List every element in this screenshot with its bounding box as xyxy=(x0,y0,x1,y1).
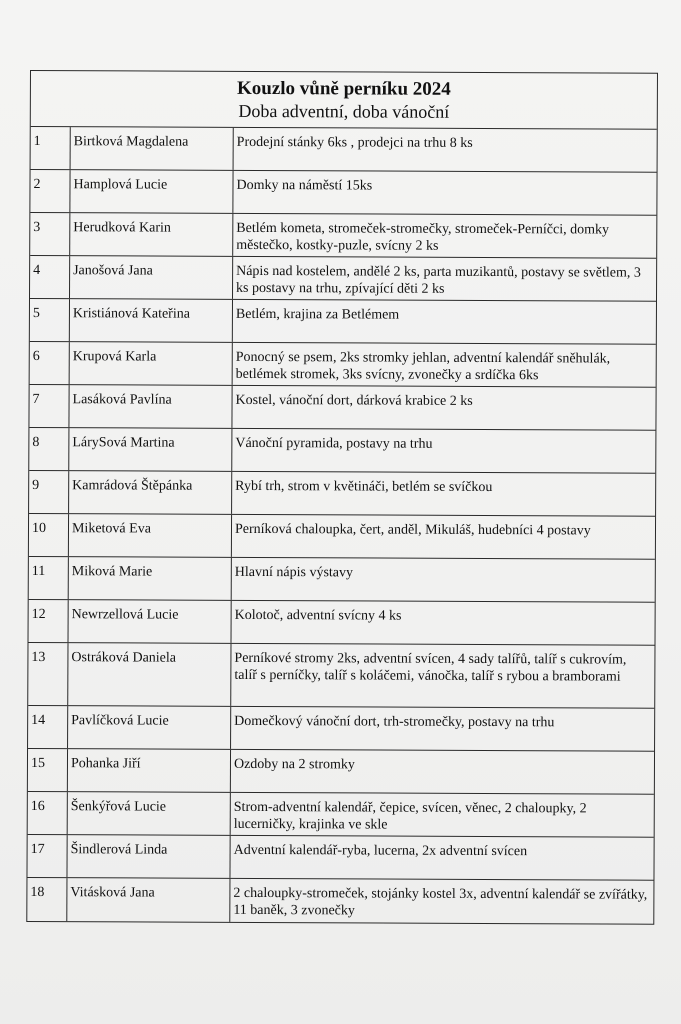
exhibit-items: Perníková chaloupka, čert, anděl, Mikuláš, hudebníci 4 postavy xyxy=(234,521,591,539)
row-number: 2 xyxy=(30,170,70,212)
exhibit-items: Hlavní nápis výstavy xyxy=(234,564,354,581)
row-number: 6 xyxy=(30,342,70,384)
table-row xyxy=(28,706,654,752)
table-row xyxy=(27,878,653,924)
exhibitor-name: Šenkýřová Lucie xyxy=(68,792,231,835)
exhibitor-name: Šindlerová Linda xyxy=(67,835,230,878)
table-row xyxy=(30,213,656,259)
table-row xyxy=(28,792,654,838)
exhibit-items: Strom-adventní kalendář, čepice, svícen, věnec, 2 chaloupky, 2 lucerničky, krajinka ve skle xyxy=(233,799,587,833)
table-row xyxy=(30,299,656,345)
exhibit-items: Betlém kometa, stromeček-stromečky, stromeček-Perníčci, domky městečko, kostky-puzle, svícny 2 ks xyxy=(236,220,610,254)
exhibitor-name: Lasáková Pavlína xyxy=(69,385,232,428)
exhibitor-name: Newrzellová Lucie xyxy=(69,600,232,643)
row-number: 14 xyxy=(28,706,68,748)
table-row xyxy=(29,428,655,474)
exhibit-items: Kostel, vánoční dort, dárková krabice 2 ks xyxy=(235,392,473,409)
exhibit-items: 2 chaloupky-stromeček, stojánky kostel 3x, adventní kalendář se zvířátky, 11 baněk, 3 zvonečky xyxy=(233,885,648,919)
exhibit-items: Domečkový vánoční dort, trh-stromečky, postavy na trhu xyxy=(234,713,555,731)
exhibitor-name: Herudková Karin xyxy=(70,213,233,256)
table-row xyxy=(27,835,653,881)
row-number: 13 xyxy=(28,643,68,705)
exhibit-items: Domky na náměstí 15ks xyxy=(236,177,373,194)
row-number: 15 xyxy=(28,749,68,791)
exhibitor-table xyxy=(26,70,658,925)
exhibit-items: Ozdoby na 2 stromky xyxy=(233,756,355,773)
row-number: 7 xyxy=(29,385,69,427)
exhibit-items: Adventní kalendář-ryba, lucerna, 2x adventní svícen xyxy=(233,842,528,860)
exhibit-items: Perníkové stromy 2ks, adventní svícen, 4 sady talířů, talíř s cukrovím, talíř s perníčky, talíř s koláčemi, vánočka, talíř s rybou a bramborami xyxy=(234,650,627,685)
row-number: 11 xyxy=(29,557,69,599)
table-row xyxy=(30,342,656,388)
exhibitor-name: Janošová Jana xyxy=(70,256,233,299)
exhibitor-name: Miková Marie xyxy=(69,557,232,600)
exhibitor-name: Pohanka Jiří xyxy=(68,749,231,792)
row-number: 1 xyxy=(31,127,71,169)
table-row xyxy=(29,471,655,517)
row-number: 18 xyxy=(27,878,67,921)
exhibitor-name: LárySová Martina xyxy=(69,428,232,471)
table-row xyxy=(31,127,657,173)
table-row xyxy=(29,514,655,560)
row-number: 17 xyxy=(27,835,67,877)
row-number: 9 xyxy=(29,471,69,513)
table-row xyxy=(29,557,655,603)
table-row xyxy=(30,256,656,302)
exhibitor-name: Miketová Eva xyxy=(69,514,232,557)
exhibit-items: Betlém, krajina za Betlémem xyxy=(235,306,400,323)
row-number: 5 xyxy=(30,299,70,341)
exhibitor-name: Vitásková Jana xyxy=(67,878,230,922)
exhibitor-name: Pavlíčková Lucie xyxy=(68,706,231,749)
exhibit-items: Nápis nad kostelem, andělé 2 ks, parta muzikantů, postavy se světlem, 3 ks postavy na trhu, zpívající děti 2 ks xyxy=(236,263,641,297)
exhibitor-name: Kamrádová Štěpánka xyxy=(69,471,232,514)
row-number: 16 xyxy=(28,792,68,834)
row-number: 10 xyxy=(29,514,69,556)
exhibitor-name: Hamplová Lucie xyxy=(70,170,233,213)
exhibit-items: Kolotoč, adventní svícny 4 ks xyxy=(234,607,402,624)
title-block xyxy=(31,71,657,130)
table-body xyxy=(27,127,656,924)
row-number: 4 xyxy=(30,256,70,298)
document-subtitle: Doba adventní, doba vánoční xyxy=(238,100,450,122)
exhibit-items: Ponocný se psem, 2ks stromky jehlan, adventní kalendář sněhulák, betlémek stromek, 3ks svícny, zvonečky a srdíčka 6ks xyxy=(235,349,611,384)
exhibitor-name: Ostráková Daniela xyxy=(68,643,231,706)
exhibitor-name: Birtková Magdalena xyxy=(71,127,234,170)
exhibit-items: Prodejní stánky 6ks , prodejci na trhu 8 ks xyxy=(236,134,473,151)
exhibitor-name: Krupová Karla xyxy=(70,342,233,385)
row-number: 3 xyxy=(30,213,70,255)
table-row xyxy=(28,600,654,646)
exhibit-items: Vánoční pyramida, postavy na trhu xyxy=(235,435,433,452)
exhibit-items: Rybí trh, strom v květináči, betlém se svíčkou xyxy=(235,478,493,496)
table-row xyxy=(28,749,654,795)
row-number: 8 xyxy=(29,428,69,470)
table-row xyxy=(29,385,655,431)
row-number: 12 xyxy=(29,600,69,642)
table-row xyxy=(30,170,656,216)
table-row xyxy=(28,643,654,709)
document-title: Kouzlo vůně perníku 2024 xyxy=(236,77,451,100)
exhibitor-name: Kristiánová Kateřina xyxy=(70,299,233,342)
